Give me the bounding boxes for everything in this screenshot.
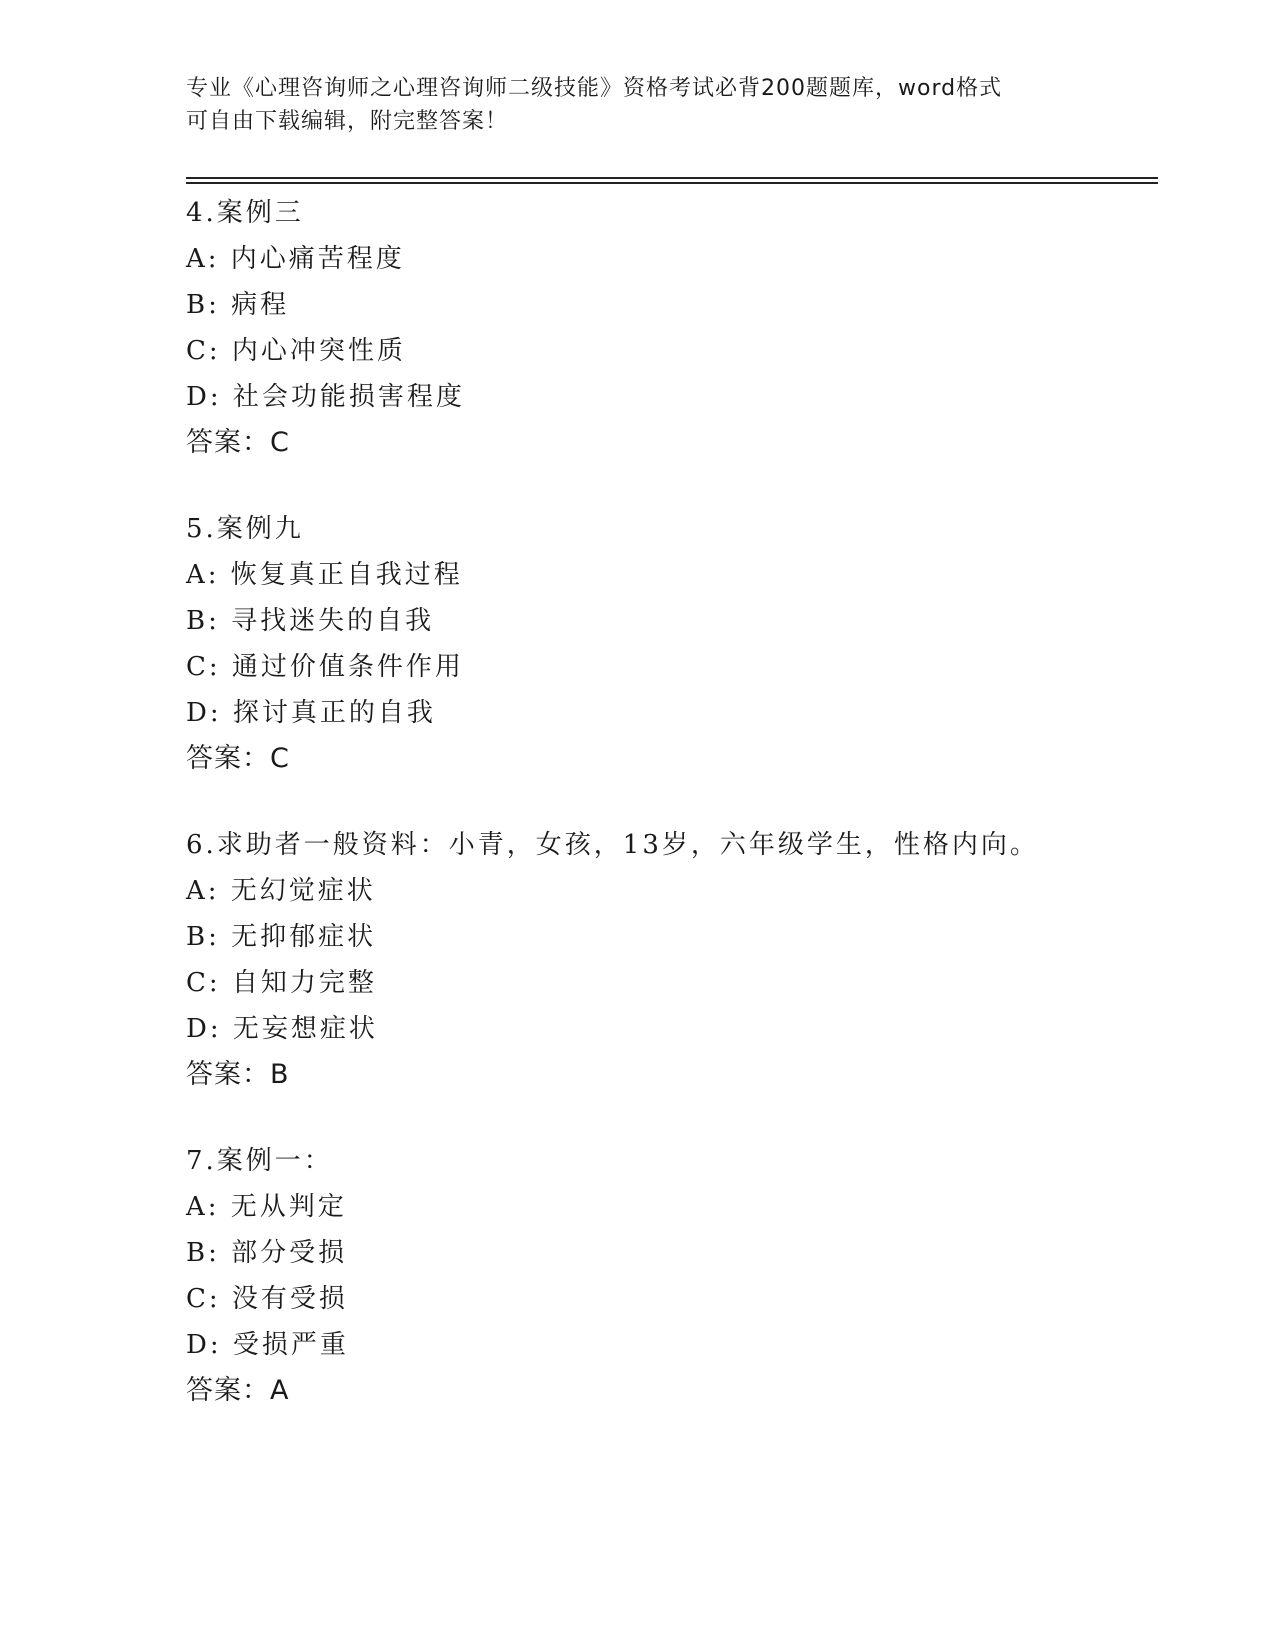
option-d: D: 社会功能损害程度: [186, 382, 465, 412]
question-item: [186, 506, 1146, 782]
option-d: D: 探讨真正的自我: [186, 698, 436, 728]
document-header: [186, 72, 1086, 138]
question-item: [186, 1138, 1146, 1414]
option-d: D: 受损严重: [186, 1330, 349, 1360]
option-c: C: 通过价值条件作用: [186, 652, 464, 682]
option-c: C: 自知力完整: [186, 968, 377, 998]
answer-line: 答案：C: [186, 743, 290, 774]
question-stem: 6.求助者一般资料：小青，女孩，13岁，六年级学生，性格内向。: [186, 830, 1039, 860]
option-a: A: 无从判定: [186, 1192, 347, 1222]
header-divider-bottom: [186, 182, 1158, 184]
question-item: [186, 822, 1146, 1098]
question-stem: 7.案例一：: [186, 1146, 333, 1176]
option-b: B: 寻找迷失的自我: [186, 606, 435, 636]
question-item: [186, 190, 1146, 466]
question-stem: 5.案例九: [186, 514, 304, 544]
option-c: C: 内心冲突性质: [186, 336, 406, 366]
question-list: [186, 190, 1146, 1454]
option-b: B: 无抑郁症状: [186, 922, 377, 952]
answer-line: 答案：B: [186, 1059, 290, 1090]
answer-line: 答案：C: [186, 427, 290, 458]
option-a: A: 无幻觉症状: [186, 876, 376, 906]
header-divider-top: [186, 177, 1158, 179]
option-a: A: 内心痛苦程度: [186, 244, 405, 274]
option-b: B: 部分受损: [186, 1238, 348, 1268]
option-b: B: 病程: [186, 290, 290, 320]
answer-line: 答案：A: [186, 1375, 290, 1406]
option-c: C: 没有受损: [186, 1284, 348, 1314]
option-d: D: 无妄想症状: [186, 1014, 378, 1044]
header-subtitle-line: 可自由下载编辑，附完整答案！: [186, 109, 509, 134]
header-title-line: 专业《心理咨询师之心理咨询师二级技能》资格考试必背200题题库，word格式: [186, 76, 1003, 101]
option-a: A: 恢复真正自我过程: [186, 560, 463, 590]
question-stem: 4.案例三: [186, 198, 304, 228]
